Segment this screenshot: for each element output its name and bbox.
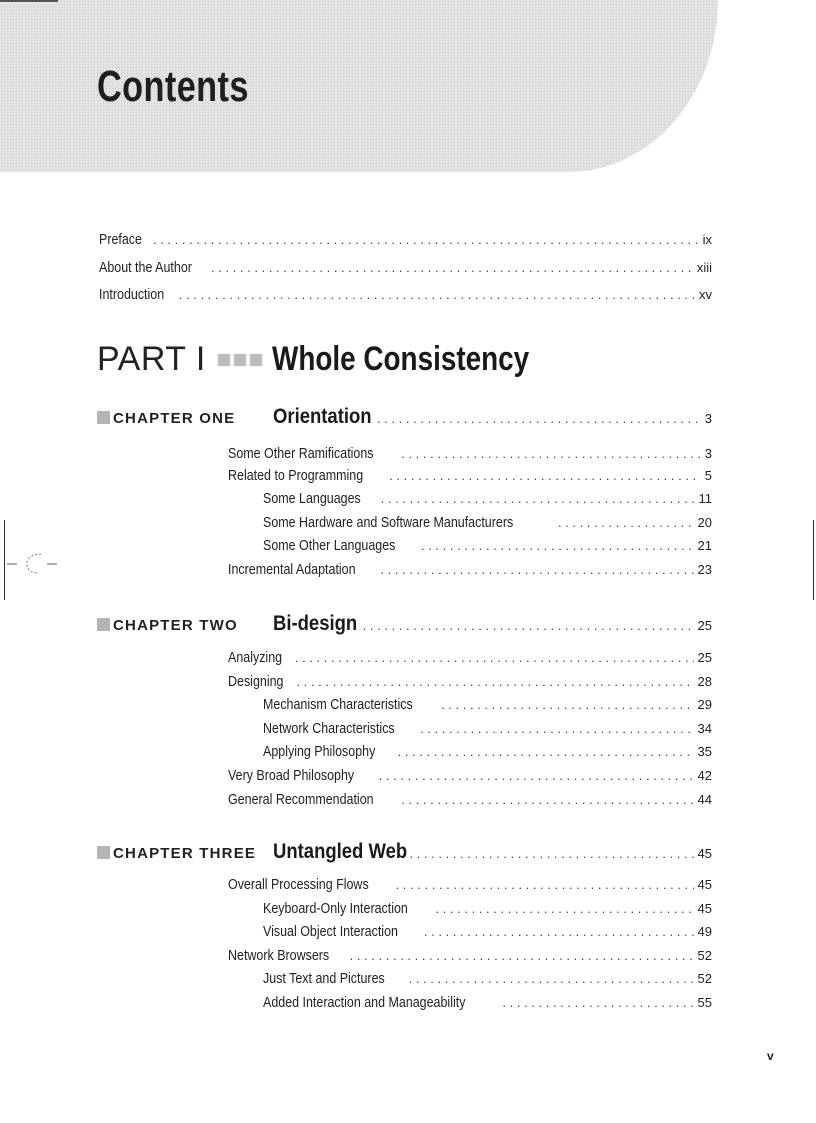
toc-entry[interactable] bbox=[263, 901, 712, 917]
leader-dots bbox=[401, 446, 701, 461]
chapter-heading-two[interactable] bbox=[97, 612, 712, 636]
leader-dots bbox=[389, 468, 701, 483]
leader-dots bbox=[377, 411, 701, 426]
chapter-title: Untangled Web bbox=[273, 840, 408, 863]
toc-entry-label: Related to Programming bbox=[228, 468, 364, 484]
page-title: Contents bbox=[97, 62, 249, 111]
toc-entry-label: Network Characteristics bbox=[263, 721, 395, 737]
toc-entry-label: About the Author bbox=[99, 260, 192, 276]
toc-entry-introduction[interactable] bbox=[99, 287, 712, 303]
toc-page-number: 42 bbox=[697, 768, 712, 783]
toc-entry-label: Mechanism Characteristics bbox=[263, 697, 413, 713]
chapter-page-number: 3 bbox=[704, 411, 712, 426]
toc-entry[interactable] bbox=[263, 995, 712, 1011]
crop-mark-right bbox=[813, 520, 814, 600]
leader-dots bbox=[211, 260, 693, 275]
toc-entry[interactable] bbox=[263, 697, 712, 713]
leader-dots bbox=[401, 792, 693, 807]
top-rule bbox=[0, 0, 58, 2]
toc-entry-label: Overall Processing Flows bbox=[228, 877, 369, 893]
toc-entry[interactable] bbox=[228, 468, 712, 484]
leader-dots bbox=[297, 674, 694, 689]
toc-entry-label: Added Interaction and Manageability bbox=[263, 995, 466, 1011]
toc-entry[interactable] bbox=[228, 650, 712, 666]
toc-entry-label: Some Other Ramifications bbox=[228, 446, 374, 462]
toc-page-number: 28 bbox=[697, 674, 712, 689]
toc-entry-label: Applying Philosophy bbox=[263, 744, 376, 760]
toc-entry-about-author[interactable] bbox=[99, 260, 712, 276]
leader-dots bbox=[380, 562, 693, 577]
toc-entry-label: Introduction bbox=[99, 287, 165, 303]
toc-page-number: 11 bbox=[698, 491, 712, 506]
toc-page-number: 23 bbox=[697, 562, 712, 577]
part-heading bbox=[97, 340, 585, 379]
leader-dots bbox=[435, 901, 693, 916]
toc-entry-label: Analyzing bbox=[228, 650, 283, 666]
toc-page-number: 25 bbox=[697, 650, 712, 665]
leader-dots bbox=[420, 721, 693, 736]
toc-entry-label: Preface bbox=[99, 232, 142, 248]
toc-entry[interactable] bbox=[228, 446, 712, 462]
leader-dots bbox=[421, 538, 694, 553]
toc-entry[interactable] bbox=[263, 515, 712, 531]
toc-entry-label: Very Broad Philosophy bbox=[228, 768, 355, 784]
chapter-title: Orientation bbox=[273, 405, 372, 428]
toc-entry-label: Designing bbox=[228, 674, 284, 690]
leader-dots bbox=[558, 515, 694, 530]
toc-page-number: 5 bbox=[704, 468, 712, 483]
toc-page-number: 29 bbox=[697, 697, 712, 712]
toc-entry-label: Network Browsers bbox=[228, 948, 330, 964]
leader-dots bbox=[502, 995, 693, 1010]
toc-entry-preface[interactable] bbox=[99, 232, 712, 248]
chapter-label: CHAPTER ONE bbox=[113, 410, 236, 427]
leader-dots bbox=[179, 287, 695, 302]
page-number: v bbox=[767, 1049, 774, 1063]
part-label: PART I bbox=[97, 340, 206, 378]
chapter-page-number: 25 bbox=[697, 618, 712, 633]
toc-entry-label: Just Text and Pictures bbox=[263, 971, 385, 987]
toc-entry-label: Some Hardware and Software Manufacturers bbox=[263, 515, 514, 531]
toc-page-number: 52 bbox=[697, 948, 712, 963]
toc-page-number: 49 bbox=[697, 924, 712, 939]
toc-page-number: 44 bbox=[697, 792, 712, 807]
leader-dots bbox=[350, 948, 694, 963]
toc-entry-label: Keyboard-Only Interaction bbox=[263, 901, 408, 917]
chapter-label: CHAPTER TWO bbox=[113, 617, 238, 634]
toc-page-number: 45 bbox=[697, 877, 712, 892]
toc-entry[interactable] bbox=[263, 721, 712, 737]
toc-page-number: ix bbox=[702, 232, 712, 247]
toc-page-number: 45 bbox=[697, 901, 712, 916]
leader-dots bbox=[379, 768, 694, 783]
toc-entry-label: Some Other Languages bbox=[263, 538, 396, 554]
chapter-page-number: 45 bbox=[697, 846, 712, 861]
toc-page-number: 55 bbox=[697, 995, 712, 1010]
toc-page-number: 34 bbox=[697, 721, 712, 736]
chapter-label: CHAPTER THREE bbox=[113, 845, 257, 862]
toc-entry[interactable] bbox=[263, 491, 712, 507]
toc-entry-label: Visual Object Interaction bbox=[263, 924, 398, 940]
leader-dots bbox=[409, 971, 694, 986]
leader-dots bbox=[424, 924, 694, 939]
leader-dots bbox=[398, 744, 694, 759]
toc-page-number: 3 bbox=[704, 446, 712, 461]
toc-entry[interactable] bbox=[263, 924, 712, 940]
toc-entry-label: General Recommendation bbox=[228, 792, 374, 808]
leader-dots bbox=[441, 697, 693, 712]
leader-dots bbox=[363, 618, 694, 633]
toc-entry[interactable] bbox=[228, 792, 712, 808]
toc-entry[interactable] bbox=[263, 538, 712, 554]
toc-page-number: 21 bbox=[697, 538, 712, 553]
toc-page-number: xv bbox=[699, 287, 712, 302]
toc-entry[interactable] bbox=[228, 877, 712, 893]
toc-entry-label: Incremental Adaptation bbox=[228, 562, 356, 578]
toc-entry[interactable] bbox=[228, 674, 712, 690]
toc-entry[interactable] bbox=[263, 744, 712, 760]
toc-page-number: 20 bbox=[697, 515, 712, 530]
toc-entry[interactable] bbox=[228, 562, 712, 578]
chapter-marker-square bbox=[97, 846, 110, 859]
toc-entry[interactable] bbox=[263, 971, 712, 987]
chapter-heading-three[interactable] bbox=[97, 840, 712, 864]
part-title: Whole Consistency bbox=[271, 340, 529, 378]
leader-dots bbox=[409, 846, 693, 861]
chapter-heading-one[interactable] bbox=[97, 405, 712, 429]
leader-dots bbox=[295, 650, 694, 665]
leader-dots bbox=[153, 232, 699, 247]
registration-mark-icon bbox=[5, 548, 65, 578]
toc-entry-label: Some Languages bbox=[263, 491, 361, 507]
leader-dots bbox=[381, 491, 695, 506]
toc-page-number: xiii bbox=[696, 260, 712, 275]
chapter-title: Bi-design bbox=[273, 612, 358, 635]
leader-dots bbox=[396, 877, 694, 892]
toc-entry[interactable] bbox=[228, 768, 712, 784]
toc-page-number: 52 bbox=[697, 971, 712, 986]
chapter-marker-square bbox=[97, 618, 110, 631]
chapter-marker-square bbox=[97, 411, 110, 424]
part-separator-squares bbox=[218, 354, 262, 366]
toc-entry[interactable] bbox=[228, 948, 712, 964]
toc-page-number: 35 bbox=[697, 744, 712, 759]
